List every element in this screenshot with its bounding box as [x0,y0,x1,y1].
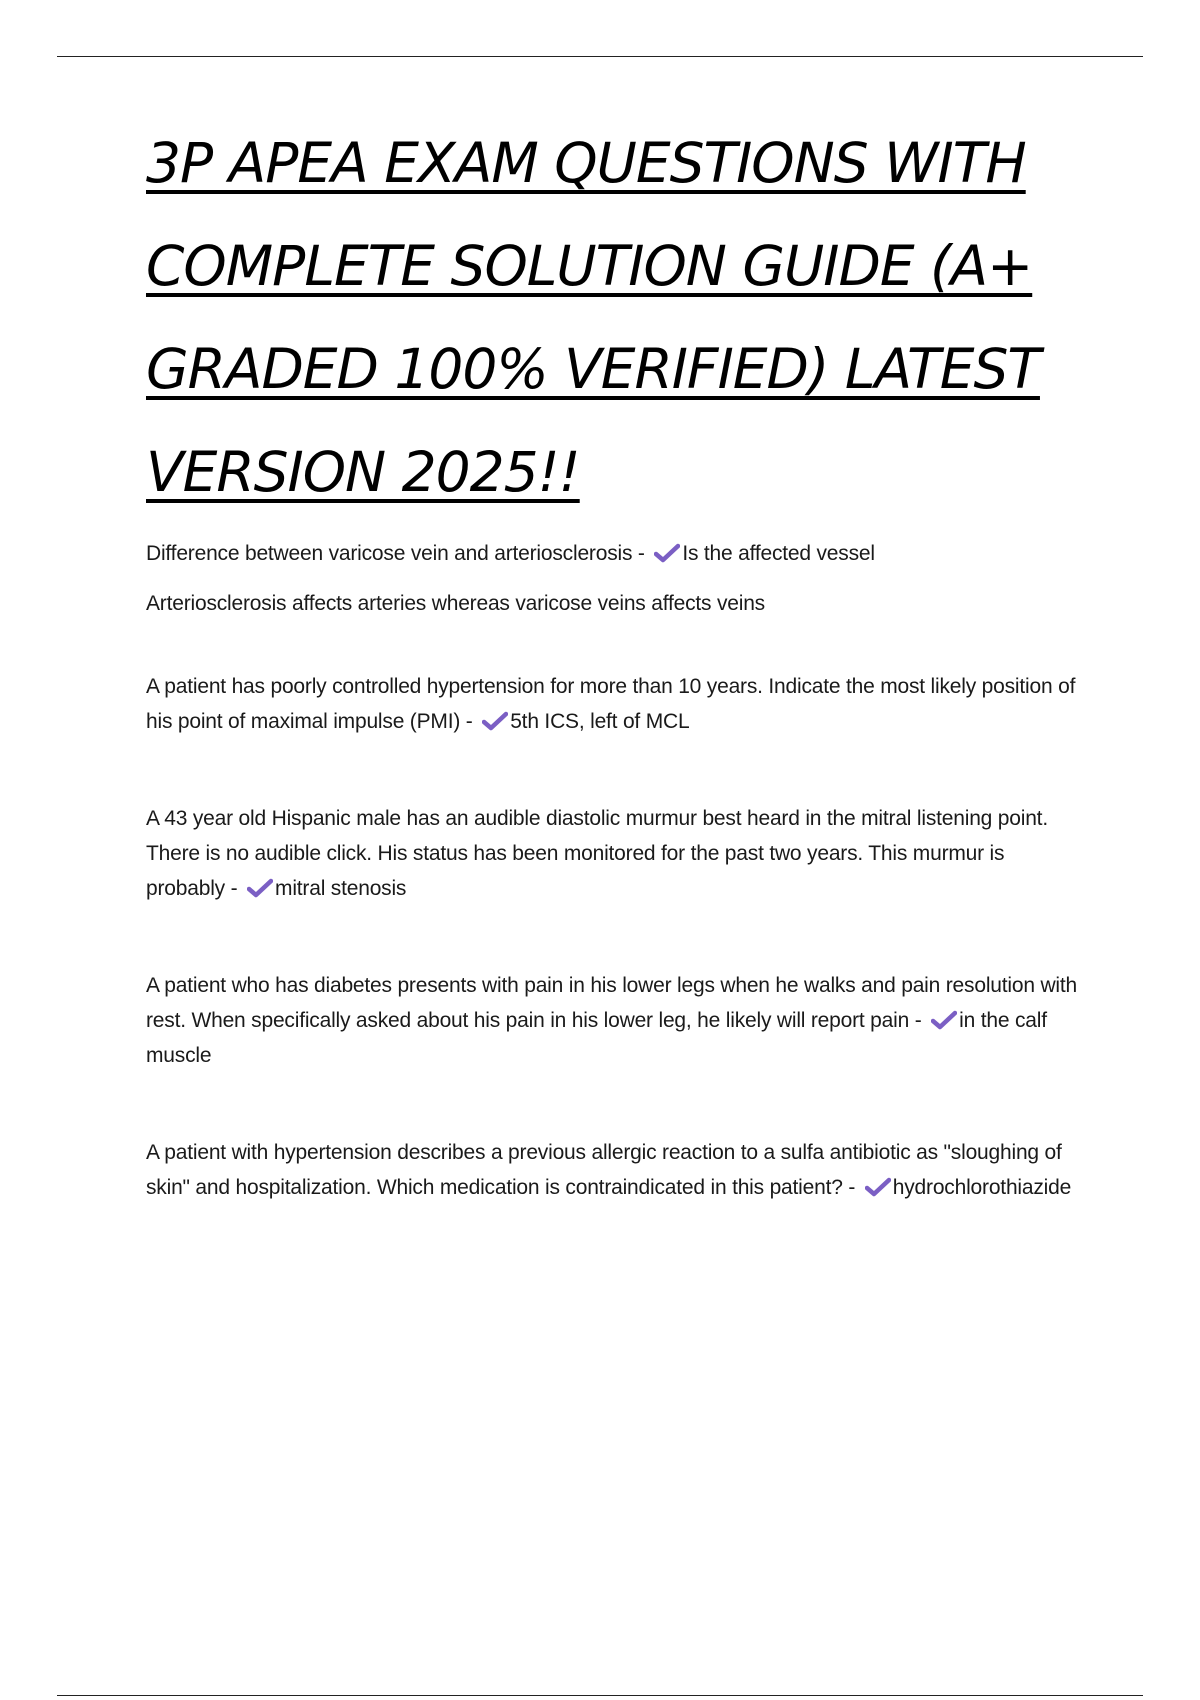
check-icon [247,878,273,898]
separator: - [842,1176,861,1199]
bottom-rule [57,1695,1143,1696]
check-icon [865,1177,891,1197]
question-text: Difference between varicose vein and arteriosclerosis [146,542,633,565]
answer-text: 5th ICS, left of MCL [510,710,690,733]
qa-item [146,968,1086,1073]
answer-text: hydrochlorothiazide [892,1176,1072,1199]
document-title [146,112,1086,524]
answer-text: mitral stenosis [275,877,407,900]
qa-item [146,536,1086,621]
question-text: A patient with hypertension describes a previous allergic reaction to a sulfa antibiotic as "sloughing of skin" and hospitalization. Which medication is contraindicated in this patient? [146,1141,1062,1199]
check-icon [482,711,508,731]
separator: - [224,877,244,900]
document-body [146,131,1086,1267]
separator: - [909,1009,928,1032]
question-text: A 43 year old Hispanic male has an audible diastolic murmur best heard in the mitral listening point. There is no audible click. His status has been monitored for the past two years. This murmur is probably [146,807,1048,900]
answer-extra-text: Arteriosclerosis affects arteries whereas varicose veins affects veins [146,592,765,615]
document-title-text: 3P APEA EXAM QUESTIONS WITH COMPLETE SOLUTION GUIDE (A+ GRADED 100% VERIFIED) LATEST VERSION 2025!! [146,131,1040,504]
qa-item [146,1135,1086,1205]
question-text: A patient has poorly controlled hypertension for more than 10 years. Indicate the most likely position of his point of maximal impulse (PMI) [146,675,1076,733]
question-text: A patient who has diabetes presents with pain in his lower legs when he walks and pain resolution with rest. When specifically asked about his pain in his lower leg, he likely will report pain [146,974,1077,1032]
qa-item [146,669,1086,739]
separator: - [460,710,479,733]
check-icon [931,1010,957,1030]
answer-text: in the calf muscle [146,1009,1047,1067]
qa-list [146,536,1086,1205]
answer-text: Is the affected vessel [682,542,875,565]
check-icon [654,543,680,563]
top-rule [57,56,1143,57]
separator: - [632,542,651,565]
qa-item [146,801,1086,906]
